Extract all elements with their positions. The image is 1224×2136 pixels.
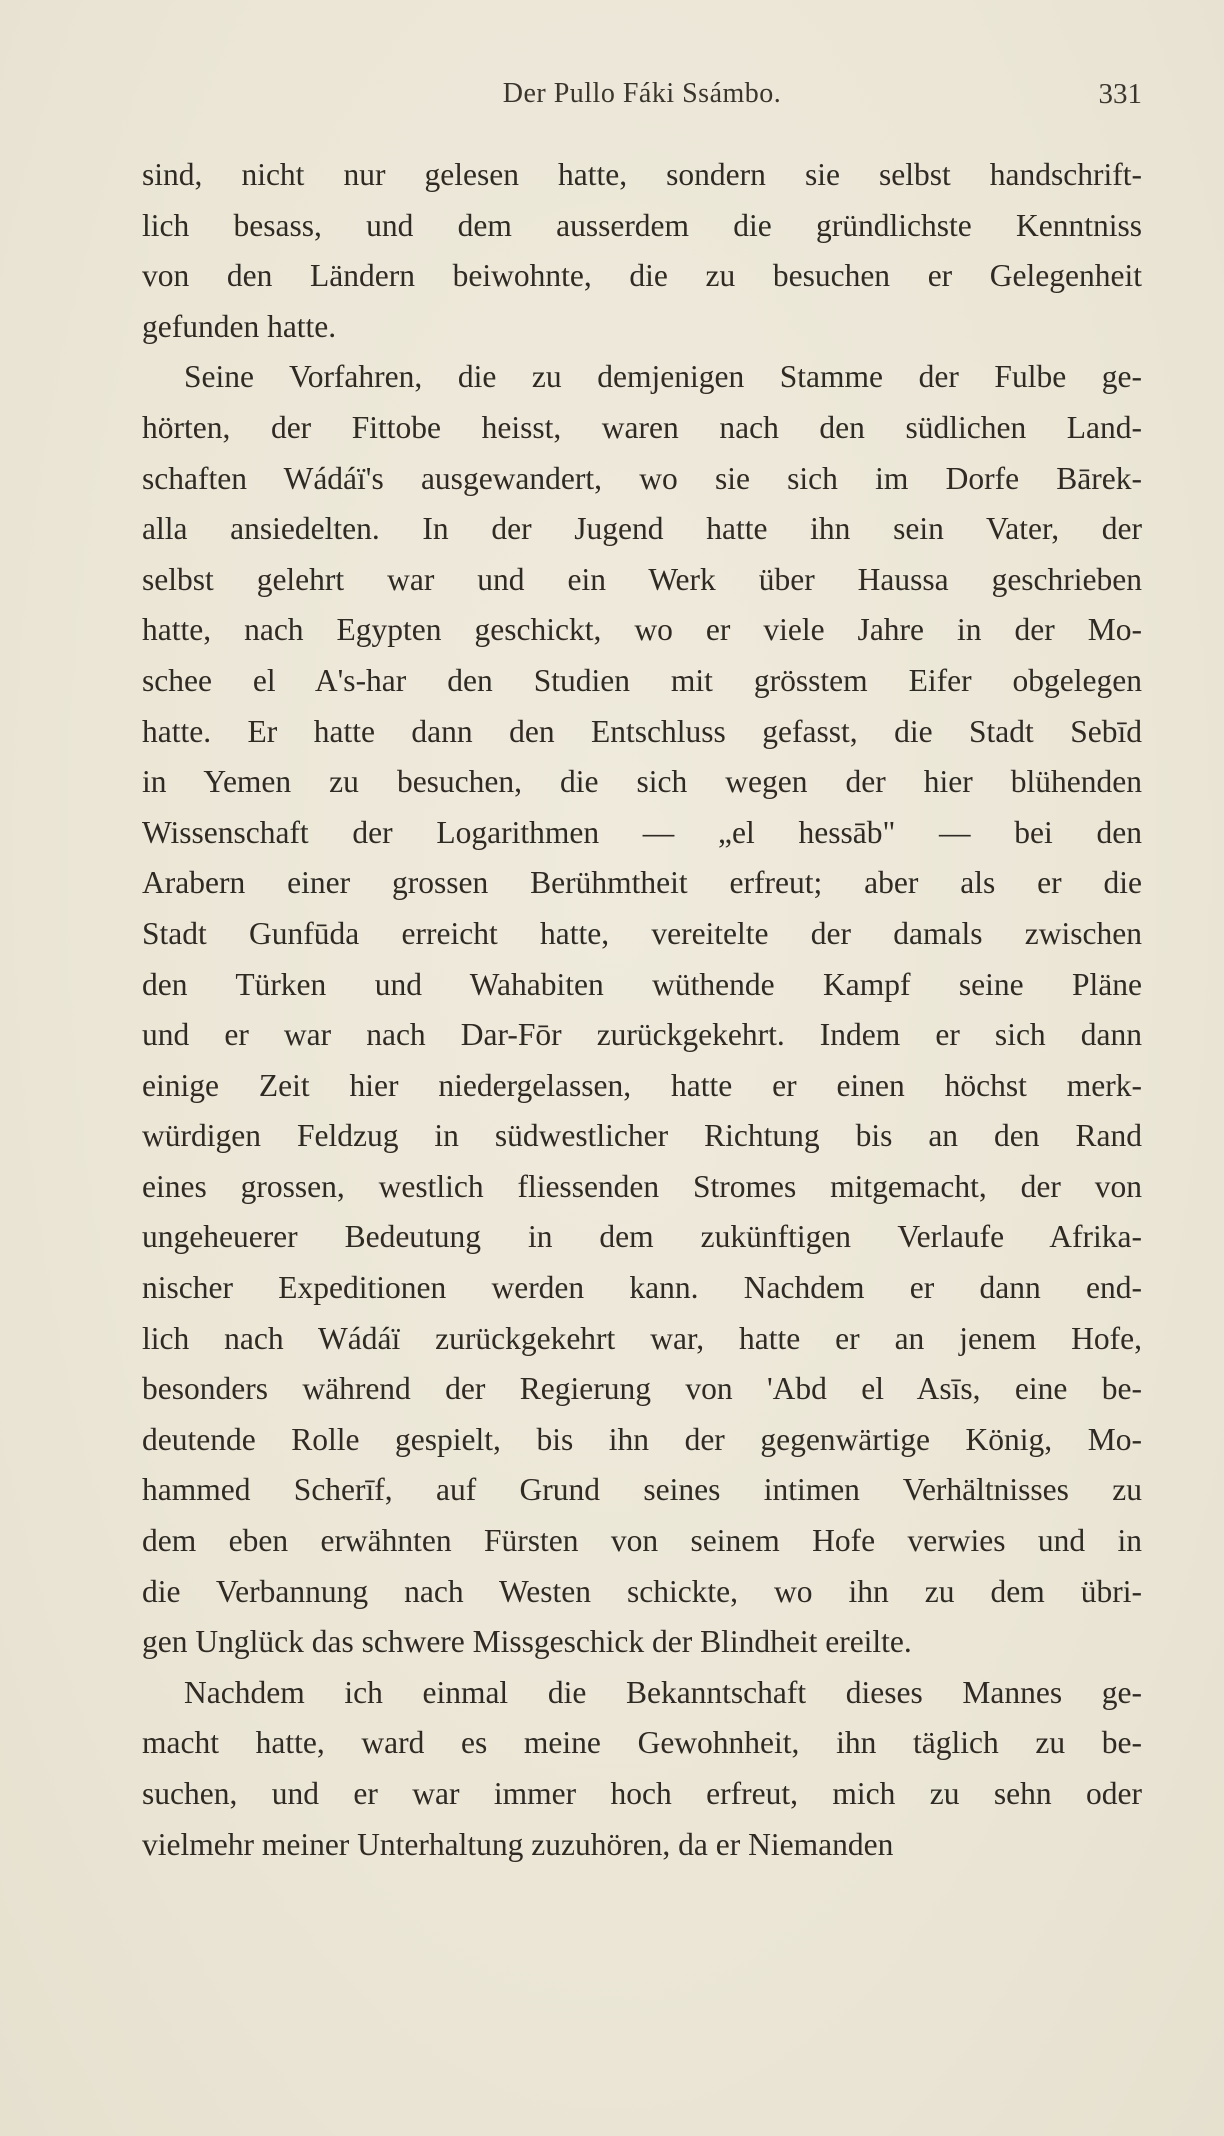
- text-line: einige Zeit hier niedergelassen, hatte er einen höchst merk-: [142, 1067, 1142, 1103]
- text-line: schee el A's-har den Studien mit grösstem Eifer obgelegen: [142, 662, 1142, 698]
- text-line: nischer Expeditionen werden kann. Nachdem er dann end-: [142, 1270, 1142, 1306]
- text-line: die Verbannung nach Westen schickte, wo ihn zu dem übri-: [142, 1573, 1142, 1609]
- paragraph: [142, 352, 1142, 1667]
- text-line: würdigen Feldzug in südwestlicher Richtung bis an den Rand: [142, 1118, 1142, 1154]
- text-line: von den Ländern beiwohnte, die zu besuchen er Gelegenheit: [142, 258, 1142, 294]
- text-line: Stadt Gunfūda erreicht hatte, vereitelte der damals zwischen: [142, 915, 1142, 951]
- page-number: 331: [1098, 78, 1142, 110]
- paragraph: [142, 150, 1142, 352]
- text-line: hatte. Er hatte dann den Entschluss gefasst, die Stadt Sebīd: [142, 713, 1142, 749]
- text-line: Seine Vorfahren, die zu demjenigen Stamme der Fulbe ge-: [184, 359, 1142, 395]
- text-line: gefunden hatte.: [142, 308, 337, 344]
- text-line: Wissenschaft der Logarithmen — „el hessāb" — bei den: [142, 814, 1142, 850]
- text-line: hatte, nach Egypten geschickt, wo er viele Jahre in der Mo-: [142, 612, 1142, 648]
- text-line: macht hatte, ward es meine Gewohnheit, ihn täglich zu be-: [142, 1725, 1142, 1761]
- text-line: besonders während der Regierung von 'Abd el Asīs, eine be-: [142, 1371, 1142, 1407]
- text-line: lich nach Wádáï zurückgekehrt war, hatte er an jenem Hofe,: [142, 1320, 1142, 1356]
- text-line: schaften Wádáï's ausgewandert, wo sie sich im Dorfe Bārek-: [142, 460, 1142, 496]
- text-line: in Yemen zu besuchen, die sich wegen der hier blühenden: [142, 764, 1142, 800]
- text-line: alla ansiedelten. In der Jugend hatte ihn sein Vater, der: [142, 511, 1142, 547]
- text-line: gen Unglück das schwere Missgeschick der Blindheit ereilte.: [142, 1624, 912, 1660]
- text-line: hammed Scherīf, auf Grund seines intimen Verhältnisses zu: [142, 1472, 1142, 1508]
- text-line: dem eben erwähnten Fürsten von seinem Hofe verwies und in: [142, 1523, 1142, 1559]
- body-text: [142, 150, 1142, 1870]
- text-line: selbst gelehrt war und ein Werk über Haussa geschrieben: [142, 561, 1142, 597]
- text-line: Arabern einer grossen Berühmtheit erfreut; aber als er die: [142, 865, 1142, 901]
- paragraph: [142, 1668, 1142, 1870]
- running-title: Der Pullo Fáki Ssámbo.: [502, 78, 782, 109]
- text-line: deutende Rolle gespielt, bis ihn der gegenwärtige König, Mo-: [142, 1421, 1142, 1457]
- text-line: vielmehr meiner Unterhaltung zuzuhören, da er Niemanden: [142, 1826, 894, 1862]
- text-line: den Türken und Wahabiten wüthende Kampf seine Pläne: [142, 966, 1142, 1002]
- text-line: und er war nach Dar-Fōr zurückgekehrt. Indem er sich dann: [142, 1017, 1142, 1053]
- text-line: Nachdem ich einmal die Bekanntschaft dieses Mannes ge-: [184, 1674, 1142, 1710]
- text-line: suchen, und er war immer hoch erfreut, mich zu sehn oder: [142, 1776, 1142, 1811]
- text-line: eines grossen, westlich fliessenden Stromes mitgemacht, der von: [142, 1168, 1142, 1204]
- page-header: [142, 78, 1142, 118]
- text-line: sind, nicht nur gelesen hatte, sondern sie selbst handschrift-: [142, 157, 1142, 192]
- text-line: lich besass, und dem ausserdem die gründlichste Kenntniss: [142, 207, 1142, 243]
- text-line: hörten, der Fittobe heisst, waren nach den südlichen Land-: [142, 409, 1142, 445]
- text-line: ungeheuerer Bedeutung in dem zukünftigen Verlaufe Afrika-: [142, 1219, 1142, 1255]
